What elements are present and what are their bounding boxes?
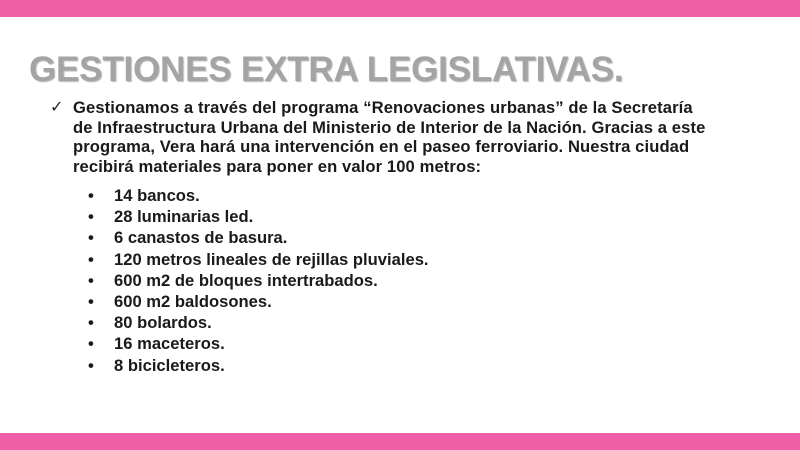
list-item-text: 80 bolardos. <box>114 313 212 333</box>
list-item <box>88 292 429 313</box>
list-item-text: 120 metros lineales de rejillas pluviales. <box>114 249 429 269</box>
bullet-icon: • <box>88 291 94 311</box>
checkmark-icon: ✓ <box>50 99 64 116</box>
list-item <box>88 313 429 334</box>
list-item <box>88 228 429 249</box>
bullet-icon: • <box>88 207 94 227</box>
list-item <box>88 356 429 377</box>
paragraph-line: Gestionamos a través del programa “Renovaciones urbanas” de la Secretaría <box>73 98 693 117</box>
list-item <box>88 186 429 207</box>
list-item-text: 8 bicicleteros. <box>114 355 225 375</box>
list-item-text: 600 m2 baldosones. <box>114 291 272 311</box>
bullet-icon: • <box>88 186 94 205</box>
bullet-icon: • <box>88 270 94 290</box>
list-item-text: 14 bancos. <box>114 186 200 205</box>
bullet-icon: • <box>88 313 94 333</box>
materials-list <box>88 186 429 377</box>
bullet-icon: • <box>88 249 94 269</box>
bullet-icon: • <box>88 355 94 375</box>
bottom-pink-band <box>0 433 800 450</box>
list-item-text: 600 m2 de bloques intertrabados. <box>114 270 378 290</box>
list-item-text: 6 canastos de basura. <box>114 228 288 248</box>
top-pink-band <box>0 0 800 17</box>
list-item <box>88 271 429 292</box>
list-item-text: 28 luminarias led. <box>114 207 254 227</box>
bullet-icon: • <box>88 228 94 248</box>
paragraph-line: de Infraestructura Urbana del Ministerio de Interior de la Nación. Gracias a este <box>73 117 706 137</box>
list-item <box>88 207 429 228</box>
list-item-text: 16 maceteros. <box>114 334 225 354</box>
list-item <box>88 334 429 355</box>
paragraph-line: recibirá materiales para poner en valor 100 metros: <box>73 156 482 176</box>
slide-title: GESTIONES EXTRA LEGISLATIVAS. <box>29 50 624 89</box>
paragraph-line: programa, Vera hará una intervención en el paseo ferroviario. Nuestra ciudad <box>73 137 690 156</box>
intro-paragraph <box>73 98 788 176</box>
list-item <box>88 250 429 271</box>
bullet-icon: • <box>88 334 94 354</box>
